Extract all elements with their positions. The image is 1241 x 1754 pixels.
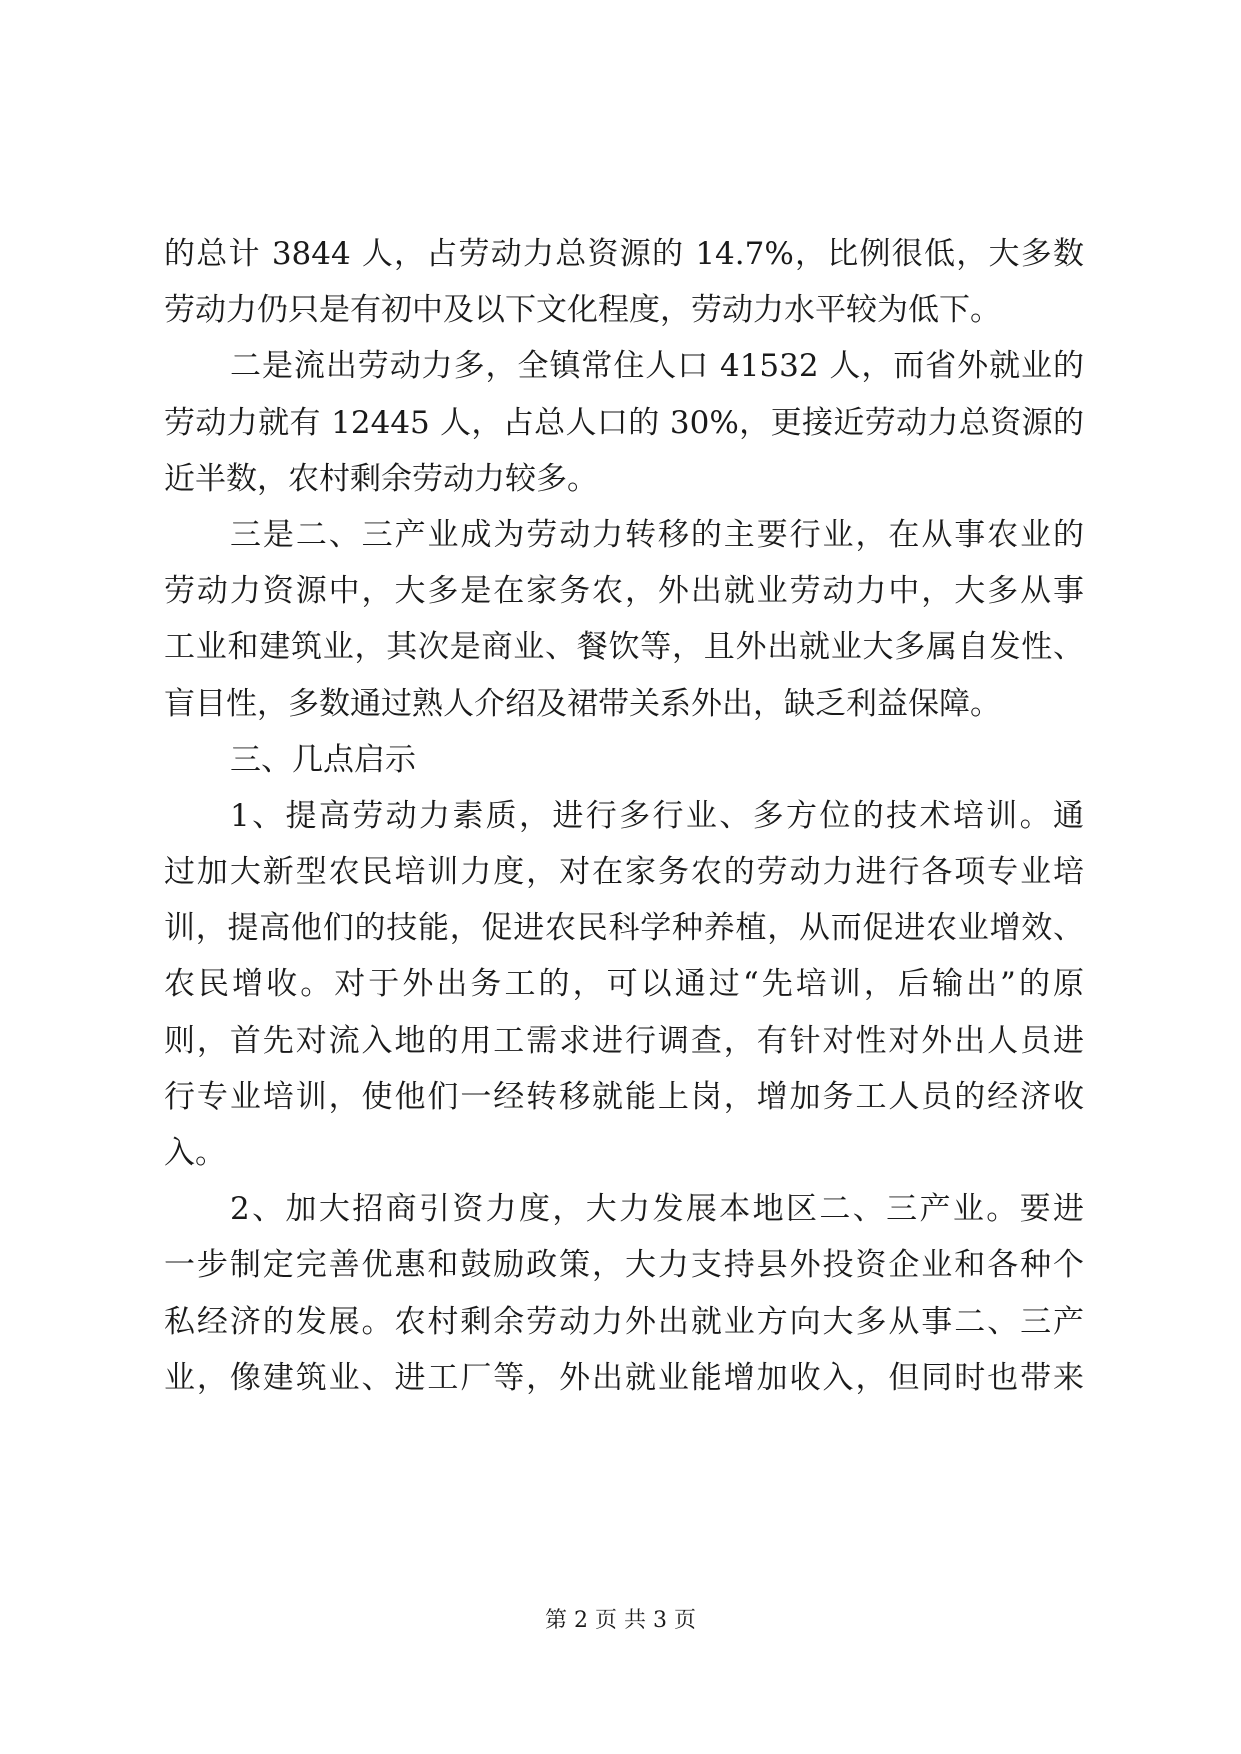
page-number-footer: 第 2 页 共 3 页 (545, 1608, 696, 1633)
text-line: 盲目性，多数通过熟人介绍及裙带关系外出，缺乏利益保障。 (164, 685, 1001, 722)
section-heading: 三、几点启示 (230, 741, 416, 778)
text-line: 一步制定完善优惠和鼓励政策，大力支持县外投资企业和各种个 (164, 1247, 1084, 1284)
document-body (164, 226, 1084, 1406)
text-line: 私经济的发展。农村剩余劳动力外出就业方向大多从事二、三产 (164, 1303, 1084, 1340)
text-line: 则，首先对流入地的用工需求进行调查，有针对性对外出人员进 (164, 1022, 1084, 1059)
text-line: 2、加大招商引资力度，大力发展本地区二、三产业。要进 (230, 1191, 1084, 1228)
text-line: 三是二、三产业成为劳动力转移的主要行业，在从事农业的 (230, 516, 1084, 553)
text-line: 业，像建筑业、进工厂等，外出就业能增加收入，但同时也带来 (164, 1359, 1084, 1396)
text-line: 训，提高他们的技能，促进农民科学种养植，从而促进农业增效、 (164, 910, 1084, 947)
text-line: 劳动力资源中，大多是在家务农，外出就业劳动力中，大多从事 (164, 573, 1084, 610)
text-line: 1、提高劳动力素质，进行多行业、多方位的技术培训。通 (230, 797, 1084, 834)
text-line: 二是流出劳动力多，全镇常住人口 41532 人，而省外就业的 (230, 348, 1084, 385)
text-line: 行专业培训，使他们一经转移就能上岗，增加务工人员的经济收 (164, 1078, 1084, 1115)
text-line: 农民增收。对于外出务工的，可以通过“先培训，后输出”的原 (164, 966, 1084, 1003)
text-line: 劳动力仍只是有初中及以下文化程度，劳动力水平较为低下。 (164, 292, 1001, 329)
text-line: 工业和建筑业，其次是商业、餐饮等，且外出就业大多属自发性、 (164, 629, 1084, 666)
text-line: 近半数，农村剩余劳动力较多。 (164, 460, 598, 497)
text-line: 的总计 3844 人，占劳动力总资源的 14.7%，比例很低，大多数 (164, 236, 1084, 272)
text-line: 入。 (164, 1135, 226, 1171)
text-line: 过加大新型农民培训力度，对在家务农的劳动力进行各项专业培 (164, 854, 1084, 891)
text-line: 劳动力就有 12445 人，占总人口的 30%，更接近劳动力总资源的 (164, 404, 1084, 441)
